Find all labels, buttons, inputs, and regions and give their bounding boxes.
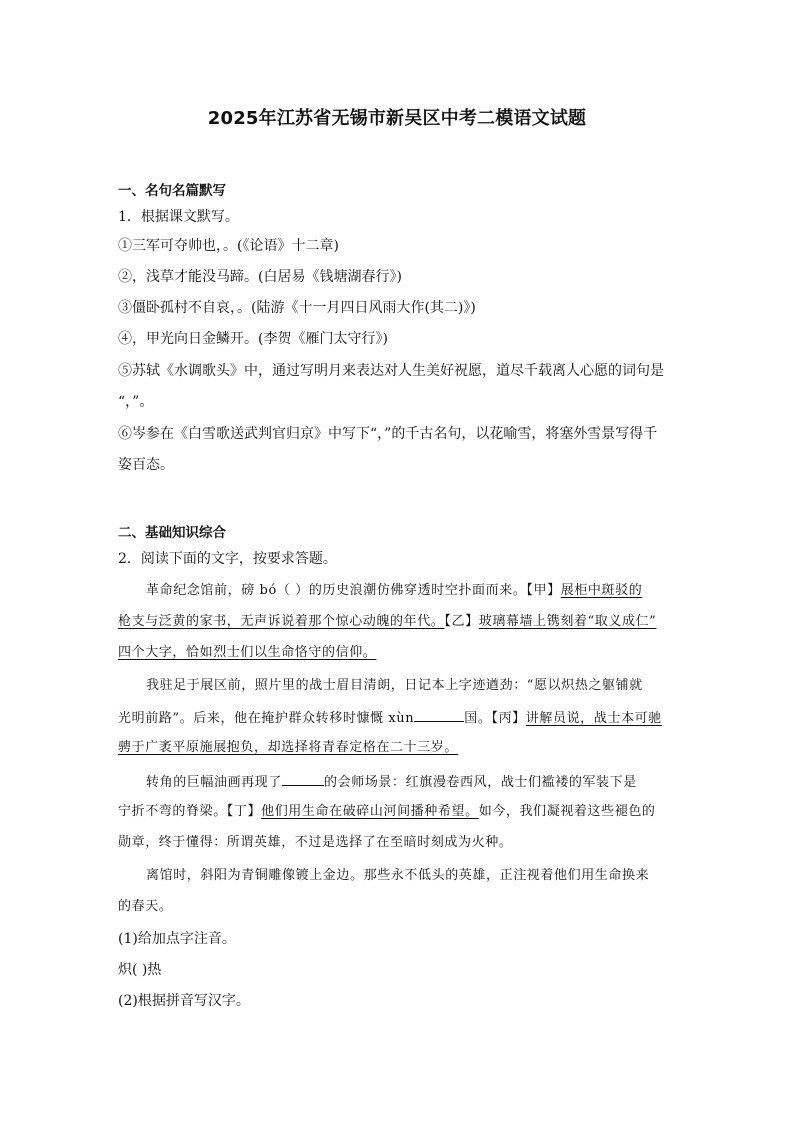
sub-question-2: (2)根据拼音写汉字。 (118, 993, 250, 1009)
q1-item-6-cont: 姿百态。 (118, 457, 174, 473)
q1-item-5-cont: “，”。 (118, 394, 154, 410)
passage-text: 宁折不弯的脊梁。【丁】 (118, 804, 262, 819)
passage-underlined-jia-cont: 枪支与泛黄的家书，无声诉说着那个惊心动魄的年代。 (118, 614, 445, 629)
fill-blank-word[interactable] (282, 771, 324, 786)
question-1-stem: 1．根据课文默写。 (118, 209, 239, 225)
marker-yi: 【乙】 (444, 614, 479, 629)
passage-text: 转角的巨幅油画再现了 (146, 775, 283, 790)
passage-p1-line3 (118, 643, 376, 663)
passage-underlined-bing: 讲解员说，战士本可驰 (525, 711, 662, 726)
passage-p1-line1 (146, 581, 642, 601)
question-2-stem: 2．阅读下面的文字，按要求答题。 (118, 551, 337, 567)
passage-p3-line1 (146, 771, 637, 793)
q1-item-3: ③僵卧孤村不自哀，。(陆游《十一月四日风雨大作(其二)》) (118, 300, 476, 316)
passage-text: 光明前路”。后来，他在掩护群众转移时慷慨 xùn (118, 711, 415, 726)
q1-item-6: ⑥岑参在《白雪歌送武判官归京》中写下“，”的千古名句，以花喻雪，将塞外雪景写得千 (118, 426, 658, 442)
passage-text: 革命纪念馆前，磅 bó（ ）的历史浪潮仿佛穿透时空扑面而来。【甲】 (146, 583, 561, 598)
q1-item-1: ①三军可夺帅也，。(《论语》十二章) (118, 238, 339, 254)
passage-p3-line2 (118, 802, 656, 822)
passage-underlined-jia: 展柜中斑驳的 (560, 583, 643, 598)
passage-underlined-bing-cont: 骋于广袤平原施展抱负，却选择将青春定格在二十三岁。 (118, 740, 459, 755)
passage-underlined-ding: 他们用生命在破碎山河间播种希望。 (261, 804, 479, 819)
section-2-heading: 二、基础知识综合 (118, 525, 226, 541)
passage-p3-line3: 勋章，终于懂得：所谓英雄，不过是选择了在至暗时刻成为火种。 (118, 835, 513, 850)
section-1-heading: 一、名句名篇默写 (118, 183, 226, 199)
q1-item-2: ②，浅草才能没马蹄。(白居易《钱塘湖春行》) (118, 269, 402, 285)
passage-p4-line2: 的春天。 (118, 899, 173, 914)
sub-question-1: (1)给加点字注音。 (118, 931, 236, 947)
passage-text: 国。【丙】 (464, 711, 526, 726)
fill-blank-xun[interactable] (414, 707, 464, 722)
passage-underlined-yi-cont: 四个大字，恰如烈士们以生命恪守的信仰。 (118, 645, 377, 660)
q1-item-5: ⑤苏轼《水调歌头》中，通过写明月来表达对人生美好祝愿，道尽千载离人心愿的词句是 (118, 363, 664, 379)
passage-p1-line2 (118, 612, 656, 632)
passage-underlined-yi: 玻璃幕墙上镌刻着“取义成仁” (478, 614, 657, 629)
q1-item-4: ④，甲光向日金鳞开。(李贺《雁门太守行》) (118, 331, 388, 347)
page-title: 2025年江苏省无锡市新吴区中考二模语文试题 (207, 108, 587, 129)
passage-p2-line2 (118, 707, 662, 729)
passage-text: 如今，我们凝视着这些褪色的 (478, 804, 656, 819)
passage-p2-line1: 我驻足于展区前，照片里的战士眉目清朗，日记本上字迹遒劲：“愿以炽热之躯铺就 (146, 678, 643, 693)
passage-text: 的会师场景：红旗漫卷西风，战士们褴褛的军装下是 (324, 775, 637, 790)
passage-p2-line3 (118, 738, 458, 758)
sub-question-1-answer[interactable]: 炽( )热 (118, 962, 162, 978)
passage-p4-line1: 离馆时，斜阳为青铜雕像镀上金边。那些永不低头的英雄，正注视着他们用生命换来 (146, 868, 650, 883)
